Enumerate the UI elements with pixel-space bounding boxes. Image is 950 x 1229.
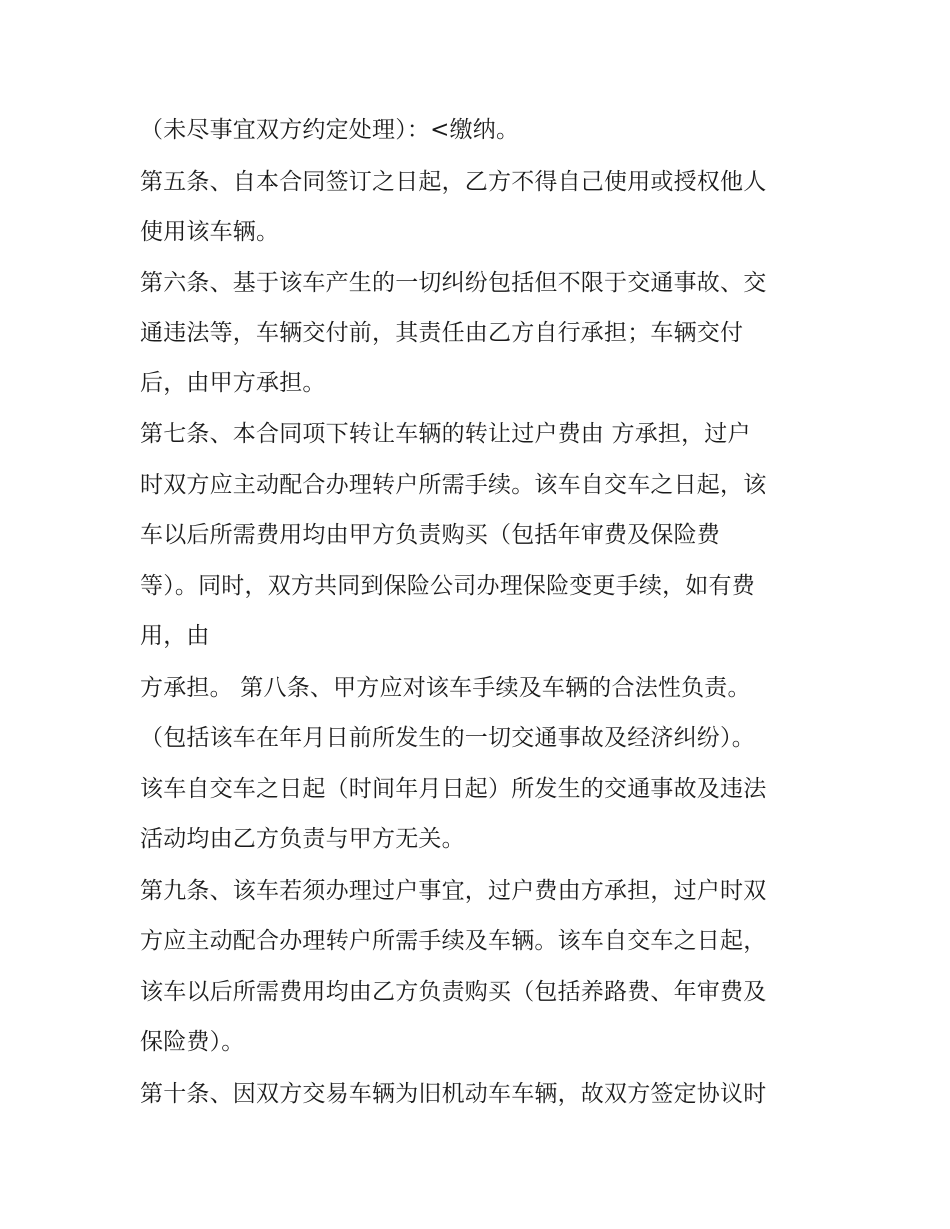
text-line-12: 方承担。 第八条、甲方应对该车手续及车辆的合法性负责。 xyxy=(140,675,751,701)
text-line-7: 第七条、本合同项下转让车辆的转让过户费由 方承担，过户 xyxy=(140,421,751,447)
text-line-6: 后，由甲方承担。 xyxy=(140,370,326,396)
text-line-5: 通违法等，车辆交付前，其责任由乙方自行承担；车辆交付 xyxy=(140,320,744,346)
text-line-10: 等）。同时，双方共同到保险公司办理保险变更手续，如有费 xyxy=(140,573,755,599)
text-line-11: 用，由 xyxy=(140,623,210,649)
text-line-20: 第十条、因双方交易车辆为旧机动车车辆，故双方签定协议时 xyxy=(140,1081,767,1107)
text-line-1: （未尽事宜双方约定处理）：<缴纳。 xyxy=(140,117,520,143)
text-line-8: 时双方应主动配合办理转户所需手续。该车自交车之日起，该 xyxy=(140,472,767,498)
text-line-14: 该车自交车之日起（时间年月日起）所发生的交通事故及违法 xyxy=(140,776,767,802)
text-line-3: 使用该车辆。 xyxy=(140,219,280,245)
text-line-17: 方应主动配合办理转户所需手续及车辆。该车自交车之日起， xyxy=(140,928,767,954)
text-line-2: 第五条、自本合同签订之日起，乙方不得自己使用或授权他人 xyxy=(140,169,767,195)
text-line-16: 第九条、该车若须办理过户事宜，过户费由方承担，过户时双 xyxy=(140,878,767,904)
text-line-15: 活动均由乙方负责与甲方无关。 xyxy=(140,826,465,852)
text-line-18: 该车以后所需费用均由乙方负责购买（包括养路费、年审费及 xyxy=(140,979,767,1005)
text-line-19: 保险费）。 xyxy=(140,1029,245,1055)
text-line-9: 车以后所需费用均由甲方负责购买（包括年审费及保险费 xyxy=(140,522,720,548)
text-line-4: 第六条、基于该车产生的一切纠纷包括但不限于交通事故、交 xyxy=(140,270,767,296)
text-line-13: （包括该车在年月日前所发生的一切交通事故及经济纠纷）。 xyxy=(140,725,755,751)
